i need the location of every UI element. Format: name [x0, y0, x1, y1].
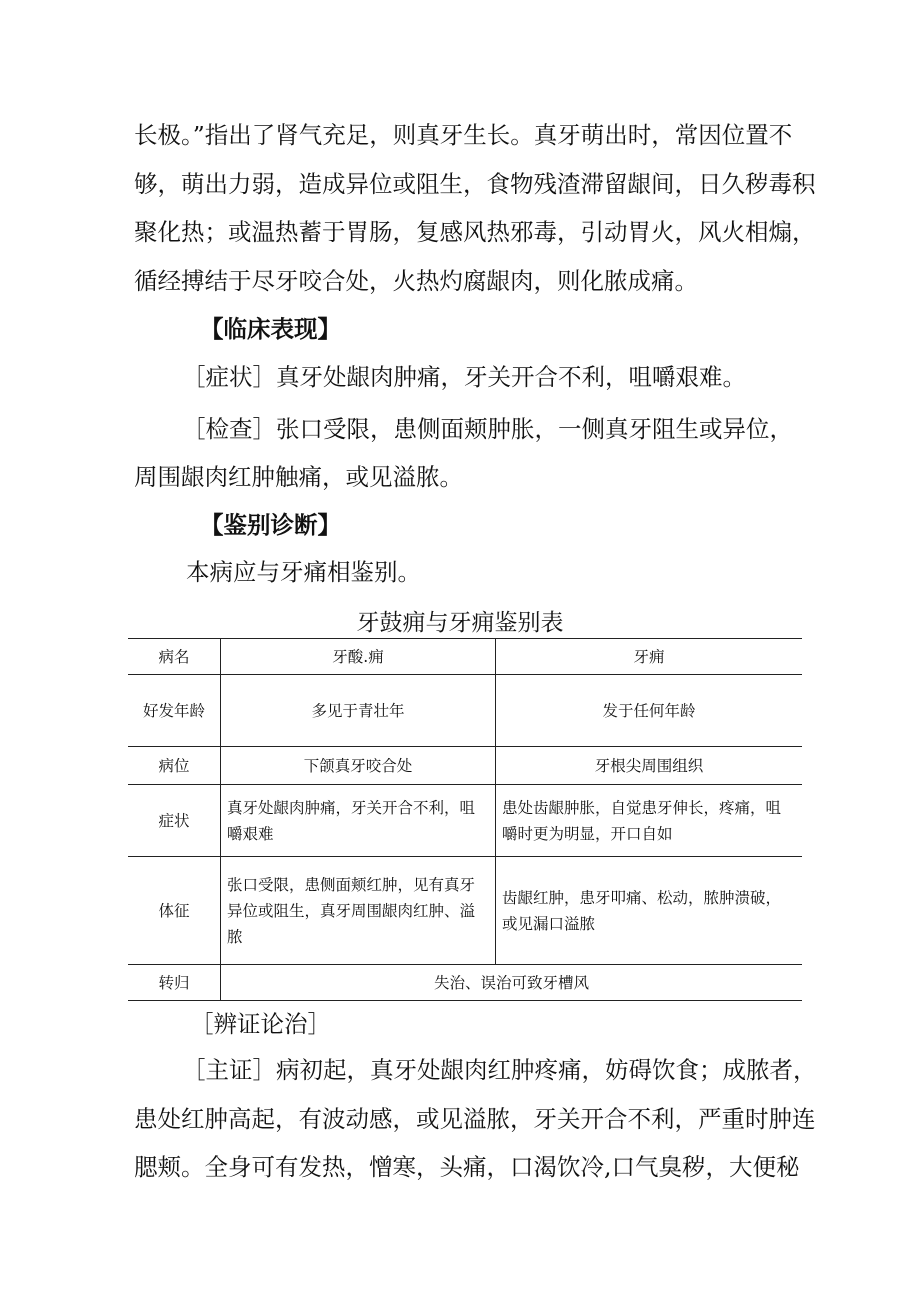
text-line: 腮颊。全身可有发热，憎寒，头痛，口渴饮冷,口气臭秽，大便秘 [134, 1153, 800, 1181]
symptom-line: ［症状］真牙处龈肉肿痛，牙关开合不利，咀嚼艰难。 [182, 363, 746, 391]
table-cell: 患处齿龈肿胀，自觉患牙伸长，疼痛，咀嚼时更为明显，开口自如 [496, 785, 803, 857]
comparison-table [128, 638, 802, 1001]
row-label: 体征 [128, 857, 221, 965]
table-cell: 真牙处龈肉肿痛，牙关开合不利，咀嚼艰难 [221, 785, 496, 857]
row-label: 病位 [128, 747, 221, 785]
table-cell: 下颌真牙咬合处 [221, 747, 496, 785]
text-line: 患处红肿高起，有波动感，或见溢脓，牙关开合不利，严重时肿连 [134, 1104, 816, 1133]
table-row [128, 785, 802, 857]
text-line: ［主证］病初起，真牙处龈肉红肿疼痛，妨碍饮食；成脓者， [182, 1056, 817, 1084]
header-cell: 病名 [128, 639, 221, 675]
row-label: 转归 [128, 965, 221, 1001]
header-cell: 牙酸.痈 [221, 639, 496, 675]
table-row [128, 965, 802, 1001]
exam-line-cont: 周围龈肉红肿触痛，或见溢脓。 [134, 463, 463, 491]
table-row [128, 857, 802, 965]
text-line: 循经搏结于尽牙咬合处，火热灼腐龈肉，则化脓成痛。 [134, 266, 698, 295]
diagnosis-text: 本病应与牙痛相鉴别。 [186, 558, 421, 586]
table-cell: 牙根尖周围组织 [496, 747, 803, 785]
treatment-heading: ［辨证论治］ [190, 1010, 331, 1038]
table-header-row [128, 639, 802, 675]
text-line: 聚化热；或温热蓄于胃肠，复感风热邪毒，引动胃火，风火相煽， [134, 218, 816, 246]
table-row [128, 747, 802, 785]
text-line: 够，萌出力弱，造成异位或阻生，食物残渣滞留龈间，日久秽毒积 [134, 169, 816, 198]
exam-line: ［检查］张口受限，患侧面颊肿胀，一侧真牙阻生或异位， [182, 415, 793, 443]
table-cell: 张口受限，患侧面颊红肿，见有真牙异位或阻生，真牙周围龈肉红肿、溢脓 [221, 857, 496, 965]
table-cell: 失治、误治可致牙槽风 [221, 965, 803, 1001]
row-label: 好发年龄 [128, 675, 221, 747]
row-label: 症状 [128, 785, 221, 857]
table-row [128, 675, 802, 747]
table-caption: 牙鼓痈与牙痈鉴别表 [356, 610, 564, 636]
header-cell: 牙痈 [496, 639, 803, 675]
diagnosis-heading: 【鉴别诊断】 [200, 511, 341, 539]
treatment-paragraph [134, 1046, 817, 1192]
intro-paragraph [134, 111, 816, 305]
table-cell: 多见于青壮年 [221, 675, 496, 747]
table-cell: 发于任何年龄 [496, 675, 803, 747]
table-cell: 齿龈红肿，患牙叩痛、松动，脓肿溃破，或见漏口溢脓 [496, 857, 803, 965]
clinical-heading: 【临床表现】 [200, 315, 341, 343]
text-line: 长极。”指出了肾气充足，则真牙生长。真牙萌出时，常因位置不 [134, 121, 793, 149]
